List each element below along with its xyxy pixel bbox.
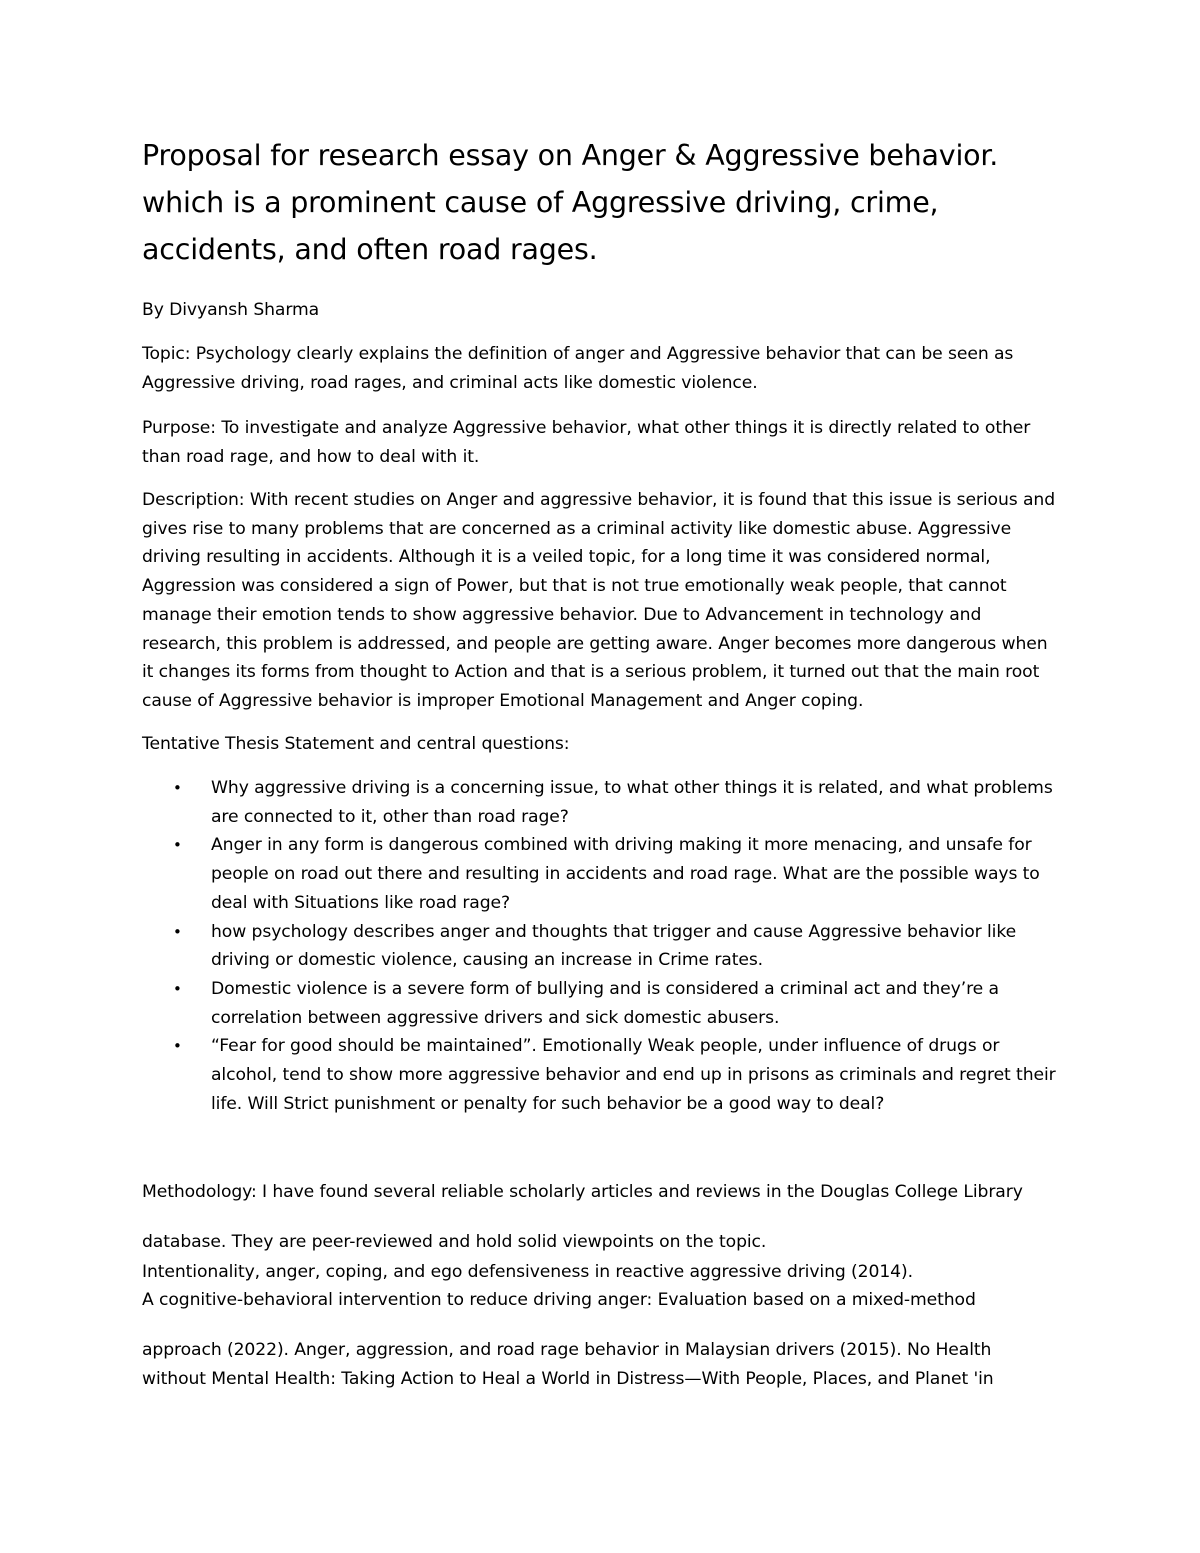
description-paragraph: Description: With recent studies on Anger and aggressive behavior, it is found that this issue is serious and gives rise to many problems that are concerned as a criminal activity like domestic abuse. Aggressive driving resulting in accidents. Although it is a veiled topic, for a long time it was considered normal, Aggression was considered a sign of Power, but that is not true emotionally weak people, that cannot manage their emotion tends to show aggressive behavior. Due to Advancement in technology and research, this problem is addressed, and people are getting aware. Anger becomes more dangerous when it changes its forms from thought to Action and that is a serious problem, it turned out that the main root cause of Aggressive behavior is improper Emotional Management and Anger coping.	[142, 490, 1056, 711]
reference-1: Intentionality, anger, coping, and ego defensiveness in reactive aggressive driving (2014).	[142, 1262, 913, 1282]
title-line-1: Proposal for research essay on Anger & Aggressive behavior.	[142, 139, 999, 172]
list-item	[142, 774, 1057, 831]
list-item-text: how psychology describes anger and thoughts that trigger and cause Aggressive behavior like driving or domestic violence, causing an increase in Crime rates.	[211, 921, 1017, 971]
methodology-line-1: Methodology: I have found several reliable scholarly articles and reviews in the Douglas College Library	[142, 1182, 1023, 1202]
list-item	[142, 1032, 1057, 1118]
bullet-marker: •	[173, 1037, 182, 1056]
reference-2: A cognitive-behavioral intervention to reduce driving anger: Evaluation based on a mixed-method	[142, 1290, 976, 1310]
bullet-marker: •	[173, 779, 182, 797]
topic-paragraph: Topic: Psychology clearly explains the definition of anger and Aggressive behavior that can be seen as Aggressive driving, road rages, and criminal acts like domestic violence.	[142, 344, 1014, 393]
bullet-marker: •	[173, 922, 182, 941]
list-item	[142, 975, 1057, 1032]
thesis-heading: Tentative Thesis Statement and central questions:	[142, 734, 570, 754]
list-item-text: Anger in any form is dangerous combined with driving making it more menacing, and unsafe for people on road out there and resulting in accidents and road rage. What are the possible ways to deal with Situations like road rage?	[211, 835, 1040, 913]
title-line-3: accidents, and often road rages.	[142, 233, 598, 266]
thesis-question-list	[142, 774, 1057, 1118]
methodology-line-2: database. They are peer-reviewed and hold solid viewpoints on the topic.	[142, 1232, 767, 1252]
document-title	[142, 132, 1062, 273]
title-line-2: which is a prominent cause of Aggressive driving, crime,	[142, 186, 939, 219]
list-item	[142, 831, 1057, 917]
list-item-text: “Fear for good should be maintained”. Emotionally Weak people, under influence of drugs or alcohol, tend to show more aggressive behavior and end up in prisons as criminals and regret their life. Will Strict punishment or penalty for such behavior be a good way to deal?	[211, 1036, 1056, 1114]
list-item-text: Domestic violence is a severe form of bullying and is considered a criminal act and they’re a correlation between aggressive drivers and sick domestic abusers.	[211, 978, 999, 1028]
author-line: By Divyansh Sharma	[142, 300, 320, 320]
purpose-paragraph: Purpose: To investigate and analyze Aggressive behavior, what other things it is directly related to other than road rage, and how to deal with it.	[142, 418, 1031, 467]
reference-2-continued: approach (2022). Anger, aggression, and road rage behavior in Malaysian drivers (2015). No Health without Mental Health: Taking Action to Heal a World in Distress—With People, Places, and Planet 'in	[142, 1340, 994, 1389]
bullet-marker: •	[173, 979, 182, 998]
bullet-marker: •	[173, 836, 182, 855]
list-item	[142, 918, 1057, 975]
list-item-text: Why aggressive driving is a concerning issue, to what other things it is related, and what problems are connected to it, other than road rage?	[211, 778, 1053, 827]
